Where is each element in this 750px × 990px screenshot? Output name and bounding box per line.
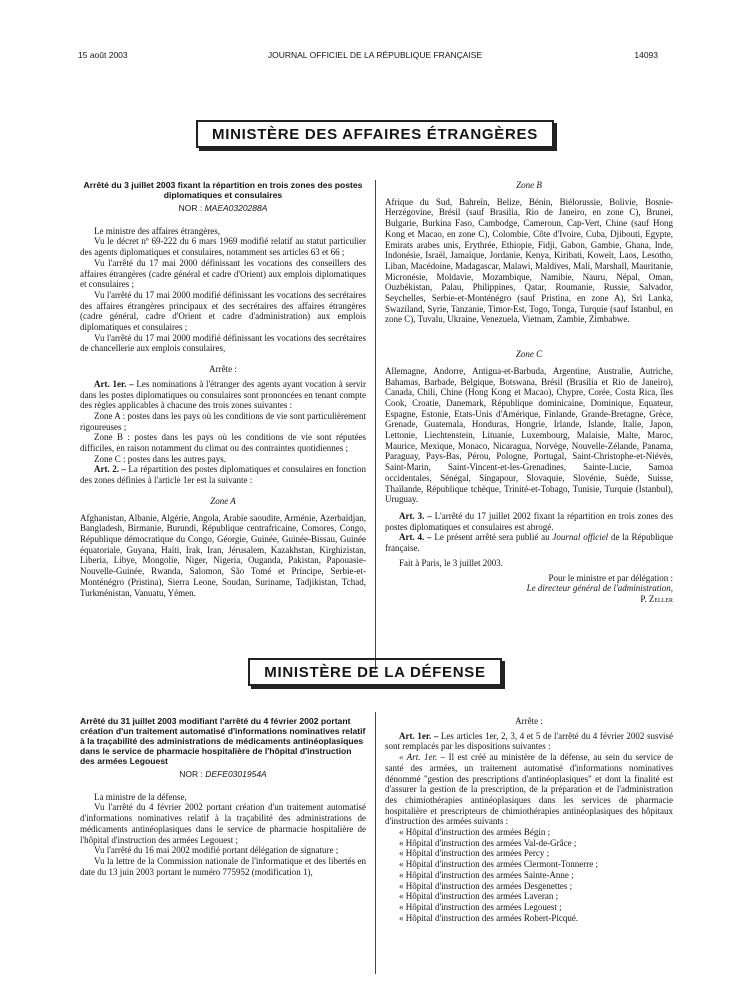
hospital-list-item: « Hôpital d'instruction des armées Percy ; bbox=[399, 848, 550, 859]
article-text: Le présent arrêté sera publié au bbox=[434, 532, 550, 543]
paragraph: Vu la lettre de la Commission nationale de l'informatique et des libertés en date du 13 juin 2003 portant le numéro 775952 (modification 1), bbox=[80, 855, 366, 877]
hospital-list-item: « Hôpital d'instruction des armées Desgenettes ; bbox=[399, 880, 573, 891]
paragraph: Vu l'arrêté du 17 mai 2000 définissant les vocations des conseillers des affaires étrangères (cadre général et cadre d'Orient) aux emplois diplomatiques et consulaires ; bbox=[80, 257, 366, 290]
signature-line-2: Le directeur général de l'administration, bbox=[526, 583, 673, 594]
article-2 bbox=[80, 464, 366, 485]
article-label: Art. 1er. – bbox=[399, 730, 439, 741]
section2-left-column bbox=[80, 716, 366, 877]
nor-label: NOR : bbox=[179, 769, 203, 779]
zone-a-title: Zone A bbox=[210, 495, 236, 506]
zone-b-definition: Zone B : postes dans les pays où les conditions de vie sont réputées difficiles, en raison notamment du climat ou des contraintes quotidiennes ; bbox=[80, 432, 366, 454]
hospital-list-item: « Hôpital d'instruction des armées Sainte-Anne ; bbox=[399, 869, 574, 880]
zone-a-list: Afghanistan, Albanie, Algérie, Angola, Arabie saoudite, Arménie, Azerbaïdjan, Bangladesh, Birmanie, Burundi, République centrafricaine, Comores, Congo, République démocratique du Congo, Géorgie, Guinée, Guinée-Bissau, Guinée équatoriale, Guyana, Haïti, Irak, Iran, Jérusalem, Kazakhstan, Kirghizistan, Liberia, Libye, Mongolie, Niger, Nigeria, Ouganda, Pakistan, Papouasie-Nouvelle-Guinée, Rwanda, Salomon, São Tomé et Príncipe, Serbie-et-Monténégro (Pristina), Sierra Leone, Soudan, Suriname, Tadjikistan, Tchad, Turkménistan, Vanuatu, Yémen. bbox=[80, 512, 366, 598]
zone-b-list: Afrique du Sud, Bahreïn, Belize, Bénin, Biélorussie, Bolivie, Bosnie-Herzégovine, Brésil (sauf Brasilia, Rio de Janeiro, en zone C), Brunei, Bulgarie, Burkina Faso, Cambodge, Cameroun, Cap-Vert, Chine (sauf Hong Kong et Macao, en zone C), Colombie, Côte d'Ivoire, Cuba, Djibouti, Egypte, Emirats arabes unis, Erythrée, Ethiopie, Fidji, Gabon, Gambie, Ghana, Inde, Indonésie, Israël, Jamaïque, Jordanie, Kenya, Kiribati, Koweït, Laos, Lesotho, Liban, Macédoine, Madagascar, Malawi, Maldives, Mali, Marshall, Mauritanie, Micronésie, Moldavie, Mozambique, Namibie, Nauru, Népal, Oman, Ouzbékistan, Palau, Philippines, Qatar, Roumanie, Russie, Salvador, Seychelles, Serbie-et-Monténégro (sauf Pristina, en zone A), Sri Lanka, Swaziland, Syrie, Tanzanie, Timor-Est, Togo, Tonga, Turquie (sauf Istanbul, en zone C), Tuvalu, Ukraine, Venezuela, Vietnam, Zambie, Zimbabwe. bbox=[385, 196, 673, 325]
quote-label: « Art. 1er. – bbox=[399, 752, 446, 763]
arrete-heading: Arrête : bbox=[515, 716, 543, 726]
article-label: Art. 1er. – bbox=[94, 378, 134, 389]
signature-date: Fait à Paris, le 3 juillet 2003. bbox=[399, 557, 503, 568]
paragraph: Vu l'arrêté du 17 mai 2000 modifié définissant les vocations des secrétaires des affaires étrangères principaux et des secrétaires des affaires étrangères (cadre général, cadre d'Orient et cadre d'administration) aux emplois diplomatiques et consulaires ; bbox=[80, 289, 366, 333]
zone-c-definition: Zone C : postes dans les autres pays. bbox=[94, 453, 226, 464]
hospital-list-item: « Hôpital d'instruction des armées Robert-Picqué. bbox=[399, 912, 579, 923]
hospital-list-item: « Hôpital d'instruction des armées Val-de-Grâce ; bbox=[399, 837, 577, 848]
paragraph: Vu l'arrêté du 16 mai 2002 modifié portant délégation de signature ; bbox=[94, 845, 339, 856]
nor-reference bbox=[80, 203, 366, 214]
paragraph: Vu l'arrêté du 4 février 2002 portant création d'un traitement automatisé d'informations nominatives relatif à la traçabilité des administrations de médicaments antinéoplasiques dans le service de pharmacie hospitalière de l'hôpital d'instruction des armées Legouest ; bbox=[80, 802, 366, 845]
section2-right-column bbox=[385, 716, 673, 923]
paragraph: Vu l'arrêté du 17 mai 2000 modifié définissant les vocations des secrétaires de chancellerie aux emplois consulaires, bbox=[80, 332, 366, 354]
article-1 bbox=[385, 731, 673, 752]
paragraph: Le ministre des affaires étrangères, bbox=[94, 225, 221, 236]
article-3 bbox=[385, 511, 673, 532]
arrete-title: Arrêté du 3 juillet 2003 fixant la répartition en trois zones des postes diplomatiques et consulaires bbox=[83, 180, 363, 200]
zone-a-definition: Zone A : postes dans les pays où les conditions de vie sont particulièrement rigoureuses ; bbox=[80, 410, 366, 432]
signature-line-1: Pour le ministre et par délégation : bbox=[548, 572, 673, 583]
header-date: 15 août 2003 bbox=[78, 50, 128, 60]
hospital-list-item: « Hôpital d'instruction des armées Clermont-Tonnerre ; bbox=[399, 859, 598, 870]
column-divider bbox=[375, 180, 376, 670]
arrete-title: Arrêté du 31 juillet 2003 modifiant l'arrêté du 4 février 2002 portant création d'un traitement automatisé d'informations nominatives relatif à la traçabilité des administrations de médicaments antinéoplasiques dans le service de pharmacie hospitalière de l'hôpital d'instruction des armées Legouest bbox=[80, 716, 366, 766]
article-4 bbox=[385, 532, 673, 553]
nor-label: NOR : bbox=[178, 203, 203, 213]
article-1 bbox=[80, 379, 366, 411]
hospital-list bbox=[385, 827, 673, 923]
article-label: Art. 3. – bbox=[399, 510, 432, 521]
section1-right-column bbox=[385, 180, 673, 605]
signature-name: P. Zeller bbox=[640, 593, 673, 604]
ministry-banner-defense bbox=[0, 658, 750, 686]
paragraph: La ministre de la défense, bbox=[94, 791, 187, 802]
zone-c-list: Allemagne, Andorre, Antigua-et-Barbuda, Argentine, Australie, Autriche, Bahamas, Barbade, Belgique, Botswana, Brésil (Brasilia et Rio de Janeiro), Canada, Chili, Chine (Hong Kong et Macao), Chypre, Corée, Costa Rica, îles Cook, Croatie, Danemark, République dominicaine, Dominique, Equateur, Espagne, Estonie, Etats-Unis d'Amérique, Finlande, Grande-Bretagne, Grèce, Grenade, Guatemala, Honduras, Hongrie, Irlande, Islande, Italie, Japon, Lettonie, Liechtenstein, Lituanie, Luxembourg, Malaisie, Malte, Maroc, Maurice, Mexique, Monaco, Nicaragua, Norvège, Nouvelle-Zélande, Panama, Paraguay, Pays-Bas, Pérou, Pologne, Portugal, Saint-Christophe-et-Niévès, Saint-Marin, Saint-Vincent-et-les-Grenadines, Sainte-Lucie, Samoa occidentales, Sénégal, Singapour, Slovaquie, Slovénie, Suède, Suisse, Thaïlande, République tchèque, Trinité-et-Tobago, Tunisie, Turquie (Istanbul), Uruguay. bbox=[385, 365, 673, 505]
ministry-title: MINISTÈRE DES AFFAIRES ÉTRANGÈRES bbox=[196, 120, 554, 148]
article-text: Les nominations à l'étranger des agents ayant vocation à servir dans les postes diplomatiques ou consulaires sont prononcées en tenant compte des règles applicables à chacune des trois zones suivantes : bbox=[80, 378, 367, 411]
article-text: L'arrêté du 17 juillet 2002 fixant la répartition en trois zones des postes diplomatiques et consulaires est abrogé. bbox=[385, 510, 673, 532]
hospital-list-item: « Hôpital d'instruction des armées Legouest ; bbox=[399, 901, 562, 912]
article-text: de la République française. bbox=[385, 532, 673, 554]
article-text: Les articles 1er, 2, 3, 4 et 5 de l'arrêté du 4 février 2002 susvisé sont remplacés par les dispositions suivantes : bbox=[385, 730, 674, 752]
journal-name: Journal officiel bbox=[552, 532, 609, 543]
nor-code: DEFE0301954A bbox=[205, 769, 267, 779]
quoted-article-1 bbox=[385, 752, 673, 827]
arrete-heading: Arrête : bbox=[209, 364, 237, 375]
ministry-title: MINISTÈRE DE LA DÉFENSE bbox=[248, 658, 501, 686]
header-page-number: 14093 bbox=[634, 50, 658, 60]
quote-text: Il est créé au ministère de la défense, au sein du service de santé des armées, un traitement automatisé d'informations nominatives dénommé "gestion des prescriptions d'antinéoplasiques" et dont la finalité est d'assurer la gestion de la prescription, de la préparation et de l'administration des chimiothérapies antinéoplasiques dans les services de pharmacie hospitalière et prescripteurs de chimiothérapies antinéoplasiques des hôpitaux d'instruction des armées suivants : bbox=[385, 752, 673, 827]
column-divider bbox=[375, 712, 376, 974]
zone-c-title: Zone C bbox=[515, 349, 543, 360]
article-label: Art. 2. – bbox=[94, 464, 126, 475]
hospital-list-item: « Hôpital d'instruction des armées Laveran ; bbox=[399, 891, 559, 902]
ministry-banner-affaires-etrangeres bbox=[0, 120, 750, 148]
section1-left-column bbox=[80, 180, 366, 598]
zone-b-title: Zone B bbox=[516, 180, 542, 190]
hospital-list-item: « Hôpital d'instruction des armées Bégin ; bbox=[399, 827, 551, 838]
nor-code: MAEA0320288A bbox=[204, 203, 268, 213]
article-text: La répartition des postes diplomatiques et consulaires en fonction des zones définies à l'article 1er est la suivante : bbox=[80, 464, 366, 486]
nor-reference bbox=[80, 769, 366, 780]
article-label: Art. 4. – bbox=[399, 532, 432, 543]
paragraph: Vu le décret nº 69-222 du 6 mars 1969 modifié relatif au statut particulier des agents diplomatiques et consulaires, notamment ses articles 63 et 66 ; bbox=[80, 236, 366, 258]
header-journal-title: JOURNAL OFFICIEL DE LA RÉPUBLIQUE FRANÇAISE bbox=[267, 50, 483, 60]
